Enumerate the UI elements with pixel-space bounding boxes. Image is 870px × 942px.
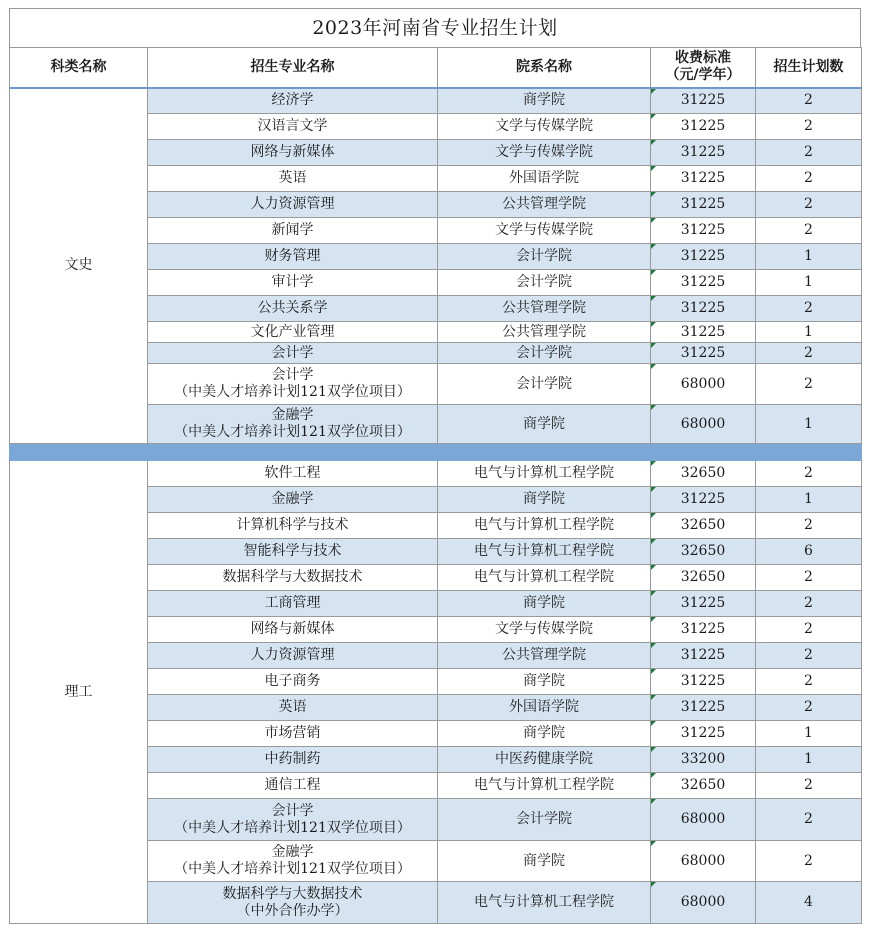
major-cell bbox=[148, 192, 438, 218]
header-major: 招生专业名称 bbox=[148, 48, 438, 88]
department-cell: 文学与传媒学院 bbox=[438, 140, 651, 166]
plan-count-cell: 2 bbox=[756, 669, 862, 695]
department-cell: 电气与计算机工程学院 bbox=[438, 882, 651, 924]
plan-count-cell: 1 bbox=[756, 405, 862, 444]
fee-cell: 31225 bbox=[651, 114, 756, 140]
header-row bbox=[10, 48, 862, 88]
major-cell bbox=[148, 88, 438, 114]
header-fee bbox=[651, 48, 756, 88]
plan-count-cell: 4 bbox=[756, 882, 862, 924]
plan-count-cell: 2 bbox=[756, 343, 862, 364]
fee-cell: 31225 bbox=[651, 244, 756, 270]
major-cell bbox=[148, 461, 438, 487]
fee-cell: 31225 bbox=[651, 487, 756, 513]
fee-cell: 32650 bbox=[651, 773, 756, 799]
group-separator bbox=[10, 444, 862, 461]
enrollment-plan-sheet bbox=[9, 8, 861, 924]
department-cell: 文学与传媒学院 bbox=[438, 114, 651, 140]
plan-count-cell: 2 bbox=[756, 166, 862, 192]
major-name: 金融学 bbox=[271, 491, 314, 507]
major-name: 人力资源管理 bbox=[250, 647, 335, 663]
major-name: 财务管理 bbox=[264, 248, 321, 264]
major-name: 中药制药 bbox=[264, 751, 321, 767]
major-cell bbox=[148, 405, 438, 444]
department-cell: 公共管理学院 bbox=[438, 296, 651, 322]
plan-count-cell: 2 bbox=[756, 88, 862, 114]
fee-cell: 31225 bbox=[651, 88, 756, 114]
fee-cell: 31225 bbox=[651, 669, 756, 695]
major-name: 英语 bbox=[278, 699, 307, 715]
plan-count-cell: 2 bbox=[756, 565, 862, 591]
major-cell bbox=[148, 343, 438, 364]
fee-cell: 31225 bbox=[651, 192, 756, 218]
plan-count-cell: 2 bbox=[756, 140, 862, 166]
department-cell: 中医药健康学院 bbox=[438, 747, 651, 773]
department-cell: 公共管理学院 bbox=[438, 643, 651, 669]
fee-cell: 33200 bbox=[651, 747, 756, 773]
table-row bbox=[10, 461, 862, 487]
major-note: （中外合作办学） bbox=[236, 902, 349, 919]
plan-count-cell: 1 bbox=[756, 270, 862, 296]
fee-cell: 31225 bbox=[651, 166, 756, 192]
major-cell bbox=[148, 882, 438, 924]
plan-count-cell: 2 bbox=[756, 461, 862, 487]
major-cell bbox=[148, 114, 438, 140]
fee-cell: 31225 bbox=[651, 270, 756, 296]
major-name: 数据科学与大数据技术 bbox=[222, 569, 363, 585]
plan-count-cell: 2 bbox=[756, 513, 862, 539]
major-name: 公共关系学 bbox=[257, 300, 328, 316]
major-cell bbox=[148, 270, 438, 296]
fee-cell: 31225 bbox=[651, 218, 756, 244]
table-row bbox=[10, 88, 862, 114]
fee-cell: 31225 bbox=[651, 591, 756, 617]
major-name: 金融学 bbox=[271, 844, 314, 860]
major-name: 工商管理 bbox=[264, 595, 321, 611]
major-cell bbox=[148, 669, 438, 695]
major-cell bbox=[148, 539, 438, 565]
fee-cell: 31225 bbox=[651, 296, 756, 322]
major-name: 会计学 bbox=[271, 344, 314, 361]
major-cell bbox=[148, 364, 438, 405]
major-name: 审计学 bbox=[271, 274, 314, 290]
major-name: 计算机科学与技术 bbox=[236, 517, 349, 533]
major-name: 英语 bbox=[278, 170, 307, 186]
plan-count-cell: 2 bbox=[756, 114, 862, 140]
plan-count-cell: 2 bbox=[756, 799, 862, 841]
major-note: （中美人才培养计划121双学位项目） bbox=[174, 819, 411, 836]
department-cell: 商学院 bbox=[438, 88, 651, 114]
department-cell: 文学与传媒学院 bbox=[438, 218, 651, 244]
fee-cell: 31225 bbox=[651, 617, 756, 643]
department-cell: 商学院 bbox=[438, 405, 651, 444]
fee-cell: 31225 bbox=[651, 140, 756, 166]
major-cell bbox=[148, 140, 438, 166]
fee-cell: 32650 bbox=[651, 461, 756, 487]
department-cell: 会计学院 bbox=[438, 364, 651, 405]
fee-cell: 31225 bbox=[651, 721, 756, 747]
fee-cell: 31225 bbox=[651, 322, 756, 343]
category-cell: 理工 bbox=[10, 461, 148, 924]
plan-count-cell: 2 bbox=[756, 192, 862, 218]
major-name: 新闻学 bbox=[271, 222, 314, 238]
fee-cell: 68000 bbox=[651, 364, 756, 405]
major-cell bbox=[148, 721, 438, 747]
header-plan: 招生计划数 bbox=[756, 48, 862, 88]
plan-count-cell: 1 bbox=[756, 721, 862, 747]
major-cell bbox=[148, 841, 438, 882]
plan-count-cell: 2 bbox=[756, 841, 862, 882]
major-name: 软件工程 bbox=[264, 465, 321, 481]
major-name: 会计学 bbox=[271, 802, 314, 819]
plan-count-cell: 1 bbox=[756, 487, 862, 513]
plan-count-cell: 2 bbox=[756, 364, 862, 405]
major-cell bbox=[148, 799, 438, 841]
major-cell bbox=[148, 218, 438, 244]
department-cell: 电气与计算机工程学院 bbox=[438, 539, 651, 565]
department-cell: 文学与传媒学院 bbox=[438, 617, 651, 643]
department-cell: 商学院 bbox=[438, 487, 651, 513]
enrollment-table bbox=[9, 47, 862, 924]
department-cell: 商学院 bbox=[438, 721, 651, 747]
department-cell: 会计学院 bbox=[438, 270, 651, 296]
department-cell: 会计学院 bbox=[438, 343, 651, 364]
sheet-title: 2023年河南省专业招生计划 bbox=[9, 8, 861, 47]
header-department: 院系名称 bbox=[438, 48, 651, 88]
plan-count-cell: 1 bbox=[756, 747, 862, 773]
major-name: 经济学 bbox=[271, 92, 314, 109]
fee-cell: 68000 bbox=[651, 799, 756, 841]
major-cell bbox=[148, 747, 438, 773]
major-name: 市场营销 bbox=[264, 725, 321, 741]
department-cell: 会计学院 bbox=[438, 244, 651, 270]
plan-count-cell: 2 bbox=[756, 773, 862, 799]
major-cell bbox=[148, 695, 438, 721]
major-cell bbox=[148, 617, 438, 643]
major-note: （中美人才培养计划121双学位项目） bbox=[174, 861, 411, 877]
fee-cell: 32650 bbox=[651, 513, 756, 539]
major-name: 金融学 bbox=[271, 407, 314, 423]
group-separator-bar bbox=[10, 444, 862, 461]
department-cell: 电气与计算机工程学院 bbox=[438, 565, 651, 591]
plan-count-cell: 2 bbox=[756, 617, 862, 643]
department-cell: 商学院 bbox=[438, 591, 651, 617]
major-name: 智能科学与技术 bbox=[243, 543, 342, 559]
major-cell bbox=[148, 513, 438, 539]
major-name: 汉语言文学 bbox=[257, 118, 328, 134]
fee-cell: 32650 bbox=[651, 539, 756, 565]
major-cell bbox=[148, 296, 438, 322]
header-fee-line1: 收费标准 bbox=[675, 50, 731, 67]
major-cell bbox=[148, 244, 438, 270]
plan-count-cell: 2 bbox=[756, 296, 862, 322]
department-cell: 电气与计算机工程学院 bbox=[438, 773, 651, 799]
plan-count-cell: 1 bbox=[756, 244, 862, 270]
major-note: （中美人才培养计划121双学位项目） bbox=[174, 424, 411, 440]
major-cell bbox=[148, 773, 438, 799]
department-cell: 商学院 bbox=[438, 841, 651, 882]
major-name: 网络与新媒体 bbox=[250, 621, 335, 637]
plan-count-cell: 6 bbox=[756, 539, 862, 565]
table-body bbox=[10, 88, 862, 924]
category-cell: 文史 bbox=[10, 88, 148, 444]
major-cell bbox=[148, 322, 438, 343]
major-cell bbox=[148, 643, 438, 669]
plan-count-cell: 2 bbox=[756, 643, 862, 669]
major-cell bbox=[148, 565, 438, 591]
department-cell: 商学院 bbox=[438, 669, 651, 695]
major-cell bbox=[148, 591, 438, 617]
fee-cell: 31225 bbox=[651, 643, 756, 669]
major-note: （中美人才培养计划121双学位项目） bbox=[174, 384, 411, 400]
major-name: 会计学 bbox=[271, 367, 314, 383]
department-cell: 会计学院 bbox=[438, 799, 651, 841]
major-cell bbox=[148, 487, 438, 513]
fee-cell: 32650 bbox=[651, 565, 756, 591]
major-name: 通信工程 bbox=[264, 777, 321, 793]
department-cell: 公共管理学院 bbox=[438, 192, 651, 218]
fee-cell: 31225 bbox=[651, 343, 756, 364]
plan-count-cell: 1 bbox=[756, 322, 862, 343]
department-cell: 外国语学院 bbox=[438, 695, 651, 721]
department-cell: 电气与计算机工程学院 bbox=[438, 513, 651, 539]
plan-count-cell: 2 bbox=[756, 695, 862, 721]
department-cell: 公共管理学院 bbox=[438, 322, 651, 343]
major-name: 人力资源管理 bbox=[250, 196, 335, 212]
plan-count-cell: 2 bbox=[756, 218, 862, 244]
fee-cell: 68000 bbox=[651, 882, 756, 924]
major-name: 电子商务 bbox=[264, 673, 321, 689]
department-cell: 外国语学院 bbox=[438, 166, 651, 192]
plan-count-cell: 2 bbox=[756, 591, 862, 617]
header-category: 科类名称 bbox=[10, 48, 148, 88]
major-name: 文化产业管理 bbox=[250, 323, 335, 340]
fee-cell: 68000 bbox=[651, 841, 756, 882]
header-fee-line2: （元/学年） bbox=[665, 67, 741, 84]
major-name: 数据科学与大数据技术 bbox=[222, 885, 363, 902]
fee-cell: 68000 bbox=[651, 405, 756, 444]
major-cell bbox=[148, 166, 438, 192]
department-cell: 电气与计算机工程学院 bbox=[438, 461, 651, 487]
major-name: 网络与新媒体 bbox=[250, 144, 335, 160]
fee-cell: 31225 bbox=[651, 695, 756, 721]
